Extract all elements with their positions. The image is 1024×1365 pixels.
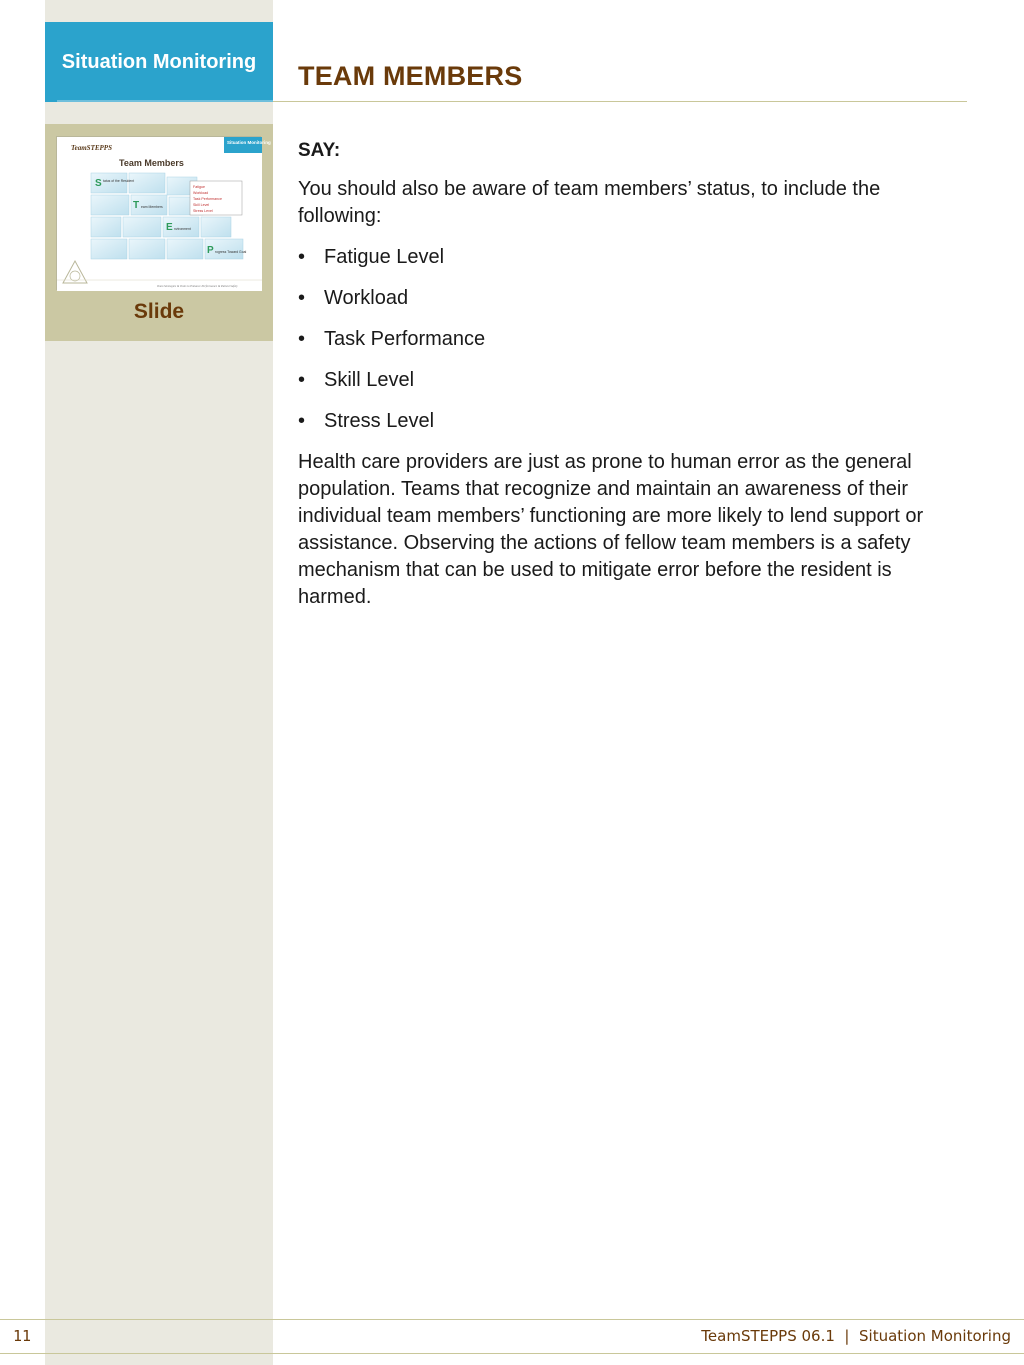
svg-text:Workload: Workload bbox=[193, 191, 209, 195]
bullet-icon: • bbox=[298, 287, 306, 309]
section-tab-label: Situation Monitoring bbox=[61, 51, 257, 73]
svg-text:P: P bbox=[207, 245, 214, 256]
svg-text:Skill Level: Skill Level bbox=[193, 203, 210, 207]
list-item: • Stress Level bbox=[298, 408, 968, 435]
list-item: • Fatigue Level bbox=[298, 244, 968, 271]
svg-text:S: S bbox=[95, 178, 102, 189]
main-content bbox=[298, 137, 968, 625]
bullet-icon: • bbox=[298, 328, 306, 350]
svg-text:rogress Toward Goal: rogress Toward Goal bbox=[215, 250, 247, 254]
footer-text: TeamSTEPPS 06.1 | Situation Monitoring bbox=[701, 1327, 1011, 1345]
slide-thumbnail-graphic bbox=[57, 137, 271, 291]
svg-text:T: T bbox=[133, 200, 140, 211]
bullet-icon: • bbox=[298, 246, 306, 268]
thumb-brand: TeamSTEPPS bbox=[71, 144, 112, 152]
svg-text:eam Members: eam Members bbox=[141, 205, 163, 209]
svg-text:E: E bbox=[166, 222, 173, 233]
footer-divider-bottom bbox=[0, 1353, 1024, 1354]
thumb-footer: Team Strategies & Tools to Enhance Performance & Patient Safety bbox=[157, 284, 238, 288]
title-divider bbox=[273, 101, 967, 102]
bullet-icon: • bbox=[298, 410, 306, 432]
say-label: SAY: bbox=[298, 140, 341, 161]
list-item: • Workload bbox=[298, 285, 968, 312]
list-item: • Skill Level bbox=[298, 367, 968, 394]
svg-text:Fatigue: Fatigue bbox=[193, 185, 205, 189]
intro-paragraph: You should also be aware of team members’ status, to include the following: bbox=[298, 178, 881, 227]
bullet-icon: • bbox=[298, 369, 306, 391]
section-tab bbox=[45, 22, 273, 102]
closing-paragraph: Health care providers are just as prone to human error as the general population. Teams that recognize and maintain an awareness of their individual team members’ functioning are more likely to lend support or assistance. Observing the actions of fellow team members is a safety mechanism that can be used to mitigate error before the resident is harmed. bbox=[298, 451, 924, 608]
footer-divider-top bbox=[0, 1319, 1024, 1320]
status-list bbox=[298, 244, 968, 435]
page-title: TEAM MEMBERS bbox=[298, 61, 523, 91]
svg-text:Stress Level: Stress Level bbox=[193, 209, 213, 213]
svg-text:Task Performance: Task Performance bbox=[193, 197, 222, 201]
svg-text:nvironment: nvironment bbox=[174, 227, 191, 231]
thumb-title: Team Members bbox=[119, 158, 184, 168]
page-number: 11 bbox=[13, 1327, 32, 1345]
svg-text:tatus of the Resident: tatus of the Resident bbox=[103, 179, 135, 183]
list-item: • Task Performance bbox=[298, 326, 968, 353]
thumb-section-tag: Situation Monitoring bbox=[227, 140, 271, 145]
slide-thumbnail bbox=[56, 136, 271, 290]
slide-label: Slide bbox=[133, 300, 185, 323]
